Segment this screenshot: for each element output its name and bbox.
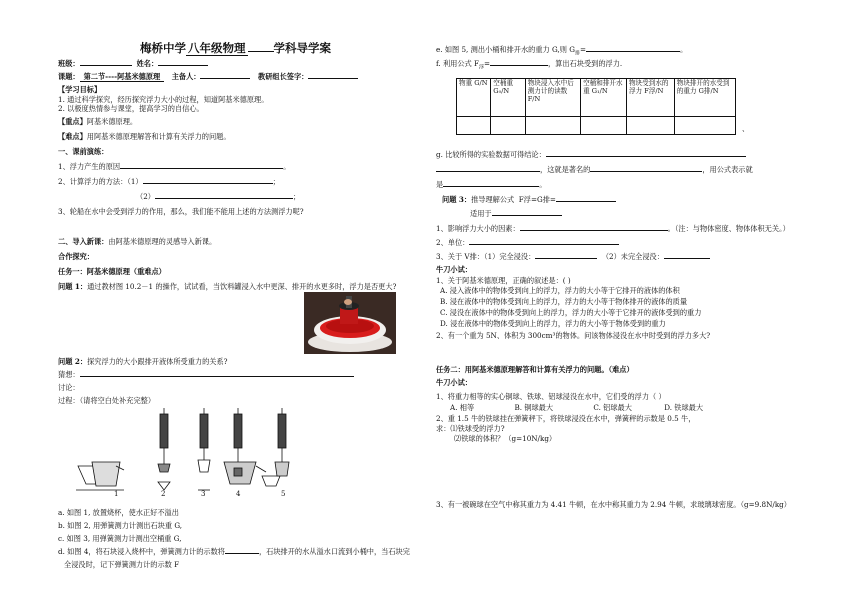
experiment-photo [304, 292, 396, 354]
factor-1: 1、影响浮力大小的因素： 。（注：与物体密度、物体体积无关。） [436, 224, 790, 233]
quiz-option: C. 浸没在液体中的物体受到向上的浮力，浮力的大小等于它排开的液体受到的重力 [440, 308, 702, 317]
table-cell[interactable] [525, 117, 580, 135]
step-d: d. 如图 4，将石块浸入烧杯中，弹簧测力计的示数将 ，石块排开的水从溢水口流到小桶中，当石块完 [58, 547, 410, 556]
step-a: a. 如图 1, 放置烧杯，使水正好不溢出 [58, 508, 179, 517]
process: 过程：（请将空白处补充完整） [58, 396, 156, 405]
figure-label: 4 [236, 490, 241, 498]
table-trail: 、 [742, 124, 750, 133]
quiz-heading: 牛刀小试： [436, 265, 472, 274]
topic: 第二节----阿基米德原理 [80, 72, 165, 82]
grade-subject: 八年级物理 [188, 41, 246, 55]
quiz-option: A. 浸入液体中的物体受到向上的浮力，浮力的大小等于它排开的液体的体积 [440, 286, 680, 295]
task2-heading: 任务二：用阿基米德原理解答和计算有关浮力的问题。（难点） [436, 365, 634, 374]
discuss: 讨论： [58, 383, 80, 392]
table-header: 空桶和排开水重 G₁/N [581, 79, 627, 117]
difficulty: 【难点】用阿基米德原理解答和计算有关浮力的问题。 [58, 132, 231, 141]
intro: 二、导入新课：由阿基米德原理的灵感导入新课。 [58, 237, 217, 246]
quiz-option: B. 浸在液体中的物体受到向上的浮力，浮力的大小等于物体排开的液体的质量 [440, 297, 688, 306]
metal-question: 1、将重力相等的实心铜球、铁球、铝球浸没在水中，它们受的浮力（ ） [436, 392, 666, 401]
guess: 猜想： [58, 370, 354, 379]
conclusion: g. 比较所得的实验数据可得结论： [436, 150, 746, 159]
table-cell[interactable] [626, 117, 674, 135]
goal-item: 2. 以极度热情参与课堂，提高学习的自信心。 [58, 104, 204, 113]
table-header: 物块浸入水中后测力计的读数 F/N [525, 79, 580, 117]
review-q3: 3、轮船在水中会受到浮力的作用，那么，我们能不能用上述的方法测浮力呢? [58, 207, 304, 216]
table-header: 空桶重 G₀/N [491, 79, 525, 117]
table-cell[interactable] [581, 117, 627, 135]
step-f: f. 利用公式 $F_浮=$ ，算出石块受到的浮力. [436, 59, 623, 71]
table-header: 物块排开的水受到的重力 G排/N [674, 79, 735, 117]
factor-3: 3、关于 V排：（1）完全浸没： （2）未完全浸没： [436, 252, 710, 261]
table-header: 物块受到水的浮力 F浮/N [626, 79, 674, 117]
review-q2b: （2） ； [136, 192, 301, 201]
table-cell[interactable] [674, 117, 735, 135]
quiz-q2: 2、有一个重为 5N、体积为 300cm³的物体。问该物体浸没在水中时受到的浮力多大? [436, 331, 711, 340]
quiz-q1: 1、关于阿基米德原理，正确的叙述是：( ) [436, 276, 571, 285]
quiz-heading-2: 牛刀小试： [436, 378, 472, 387]
step-b: b. 如图 2, 用弹簧测力计测出石块重 G, [58, 521, 183, 530]
task1-heading: 任务一：阿基米德原理（重难点） [58, 267, 166, 276]
quiz-option: D. 浸在液体中的物体受到向上的浮力，浮力的大小等于物体受到的重力 [440, 319, 666, 328]
factor-2: 2、单位： [436, 238, 619, 247]
problem-3: 问题 3：推导理解公式 F浮=G排= [442, 195, 616, 204]
goals-heading: 【学习目标】 [58, 85, 102, 94]
class-name-line: 班级： 姓名： [58, 59, 208, 68]
iron-question: 2、重 1.5 牛的铁球挂在弹簧秤下，将铁球浸没在水中，弹簧秤的示数是 0.5 牛， [436, 414, 696, 423]
problem-1: 问题 1：通过教材图 10.2－1 的操作，试试看，当饮料罐浸入水中更深、排开的水更多时，浮力是否更大? [58, 282, 397, 291]
review-heading: 一、课前演练： [58, 147, 109, 156]
apparatus-figure [72, 406, 292, 498]
conclusion-3: 是 。 [436, 180, 547, 189]
figure-label: 5 [281, 490, 286, 498]
table-cell[interactable] [457, 117, 491, 135]
review-q2: 2、计算浮力的方法：（1） ； [58, 177, 280, 186]
figure-label: 2 [161, 490, 166, 498]
data-table [456, 78, 736, 135]
metal-options: A. 相等 B. 铜球最大 C. 铝球最大 D. 铁球最大 [450, 403, 704, 412]
step-d-cont: 全浸没时，记下弹簧测力计的示数 F [64, 560, 180, 569]
figure-label: 3 [201, 490, 206, 498]
iron-ask-2: ⑵铁球的体积？（g=10N/kg） [454, 434, 557, 443]
topic-line: 课题： 第二节----阿基米德原理 主备人： 教研组长签字： [58, 72, 358, 82]
iron-ask-1: 求：⑴铁球受的浮力? [436, 424, 505, 433]
key-point: 【重点】阿基米德原理。 [58, 117, 138, 126]
goal-item: 1. 通过科学探究，经历探究浮力大小的过程，知道阿基米德原理。 [58, 95, 269, 104]
page-title: 梅桥中学 八年级物理 学科导学案 [140, 41, 331, 55]
review-q1: 1、浮力产生的原因 。 [58, 162, 291, 171]
table-header: 物重 G/N [457, 79, 491, 117]
applies: 适用于 [470, 209, 562, 218]
conclusion-2: ，这就是著名的 ，用公式表示就 [436, 165, 753, 174]
problem-2: 问题 2：探究浮力的大小跟排开液体所受重力的关系? [58, 357, 228, 366]
step-e: e. 如图 5, 测出小桶和排开水的重力 G,则 $G_排=$ 。 [436, 45, 688, 57]
table-cell[interactable] [491, 117, 525, 135]
glass-question: 3、有一被碗球在空气中称其重力为 4.41 牛顿，在水中称其重力为 2.94 牛顿，求玻璃球密度。（g=9.8N/kg） [436, 500, 791, 509]
figure-label: 1 [114, 490, 119, 498]
coop-heading: 合作探究： [58, 252, 94, 261]
step-c: c. 如图 3, 用弹簧测力计测出空桶重 G, [58, 534, 182, 543]
